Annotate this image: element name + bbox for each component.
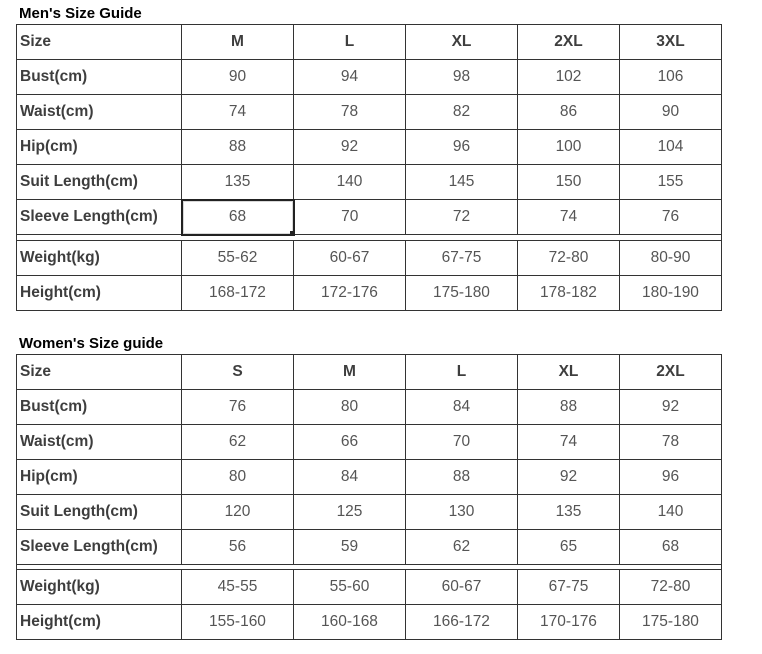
size-header-cell[interactable]: XL: [518, 355, 620, 390]
table-row-weight: [17, 570, 722, 605]
table-cell[interactable]: 135: [518, 495, 620, 530]
table-cell[interactable]: 67-75: [406, 240, 518, 275]
size-header-cell[interactable]: M: [182, 25, 294, 60]
table-cell[interactable]: 59: [294, 530, 406, 565]
table-cell[interactable]: 155: [620, 165, 722, 200]
table-cell[interactable]: 155-160: [182, 605, 294, 640]
selected-cell[interactable]: [182, 200, 294, 235]
table-cell[interactable]: 66: [294, 425, 406, 460]
table-cell[interactable]: 175-180: [406, 275, 518, 310]
womens-size-guide-title: Women's Size guide: [19, 335, 164, 352]
table-cell[interactable]: 178-182: [518, 275, 620, 310]
row-label[interactable]: Hip(cm): [17, 130, 182, 165]
size-header-cell[interactable]: 2XL: [620, 355, 722, 390]
table-cell[interactable]: 106: [620, 60, 722, 95]
size-header-cell[interactable]: M: [294, 355, 406, 390]
table-cell[interactable]: 78: [294, 95, 406, 130]
size-header-cell[interactable]: L: [294, 25, 406, 60]
table-cell[interactable]: 80: [182, 460, 294, 495]
table-cell[interactable]: 80: [294, 390, 406, 425]
table-row-bust: [17, 60, 722, 95]
row-label[interactable]: Bust(cm): [17, 390, 182, 425]
table-cell[interactable]: 150: [518, 165, 620, 200]
table-cell[interactable]: 74: [182, 95, 294, 130]
table-cell[interactable]: 82: [406, 95, 518, 130]
table-cell[interactable]: 74: [518, 425, 620, 460]
row-label[interactable]: Weight(kg): [17, 570, 182, 605]
table-cell[interactable]: 55-62: [182, 240, 294, 275]
table-cell[interactable]: 168-172: [182, 275, 294, 310]
table-cell[interactable]: 175-180: [620, 605, 722, 640]
table-cell[interactable]: 145: [406, 165, 518, 200]
table-row-waist: [17, 95, 722, 130]
row-label[interactable]: Bust(cm): [17, 60, 182, 95]
table-row-waist: [17, 425, 722, 460]
table-cell[interactable]: 62: [406, 530, 518, 565]
table-cell[interactable]: 170-176: [518, 605, 620, 640]
size-header-cell[interactable]: XL: [406, 25, 518, 60]
table-cell[interactable]: 70: [406, 425, 518, 460]
mens-size-table: [16, 24, 722, 311]
womens-size-table: [16, 354, 722, 640]
size-header-cell[interactable]: 3XL: [620, 25, 722, 60]
table-cell[interactable]: 92: [294, 130, 406, 165]
table-cell[interactable]: 76: [620, 200, 722, 235]
table-row-suit-length: [17, 165, 722, 200]
table-cell[interactable]: 88: [406, 460, 518, 495]
table-cell[interactable]: 72: [406, 200, 518, 235]
table-cell[interactable]: 100: [518, 130, 620, 165]
table-row-hip: [17, 460, 722, 495]
table-row-weight: [17, 240, 722, 275]
row-label[interactable]: Sleeve Length(cm): [17, 200, 182, 235]
table-cell[interactable]: 76: [182, 390, 294, 425]
table-cell[interactable]: 80-90: [620, 240, 722, 275]
table-cell[interactable]: 160-168: [294, 605, 406, 640]
table-cell[interactable]: 88: [182, 130, 294, 165]
table-cell[interactable]: 98: [406, 60, 518, 95]
table-cell[interactable]: 172-176: [294, 275, 406, 310]
table-cell[interactable]: 140: [294, 165, 406, 200]
row-label[interactable]: Size: [17, 355, 182, 390]
table-cell[interactable]: 68: [620, 530, 722, 565]
table-row-bust: [17, 390, 722, 425]
table-cell[interactable]: 166-172: [406, 605, 518, 640]
table-cell[interactable]: 56: [182, 530, 294, 565]
row-label[interactable]: Suit Length(cm): [17, 165, 182, 200]
table-cell[interactable]: 62: [182, 425, 294, 460]
size-header-cell[interactable]: S: [182, 355, 294, 390]
row-label[interactable]: Size: [17, 25, 182, 60]
table-row-sleeve-length: [17, 530, 722, 565]
table-cell[interactable]: 74: [518, 200, 620, 235]
row-label[interactable]: Waist(cm): [17, 95, 182, 130]
row-label[interactable]: Suit Length(cm): [17, 495, 182, 530]
size-header-cell[interactable]: 2XL: [518, 25, 620, 60]
table-cell[interactable]: 180-190: [620, 275, 722, 310]
table-cell[interactable]: 130: [406, 495, 518, 530]
table-cell[interactable]: 60-67: [294, 240, 406, 275]
fill-handle[interactable]: [290, 231, 294, 235]
table-cell[interactable]: 65: [518, 530, 620, 565]
table-cell[interactable]: 55-60: [294, 570, 406, 605]
table-cell[interactable]: 92: [518, 460, 620, 495]
table-cell[interactable]: 125: [294, 495, 406, 530]
row-label[interactable]: Weight(kg): [17, 240, 182, 275]
table-cell[interactable]: 72-80: [518, 240, 620, 275]
table-cell[interactable]: 104: [620, 130, 722, 165]
table-cell[interactable]: 84: [406, 390, 518, 425]
table-cell[interactable]: 96: [620, 460, 722, 495]
selected-cell-value: 68: [228, 208, 247, 225]
mens-size-guide-title: Men's Size Guide: [19, 5, 142, 22]
table-cell[interactable]: 70: [294, 200, 406, 235]
size-header-cell[interactable]: L: [406, 355, 518, 390]
table-row-size: [17, 25, 722, 60]
table-cell[interactable]: 92: [620, 390, 722, 425]
table-cell[interactable]: 84: [294, 460, 406, 495]
table-cell[interactable]: 60-67: [406, 570, 518, 605]
table-cell[interactable]: 140: [620, 495, 722, 530]
table-cell[interactable]: 120: [182, 495, 294, 530]
table-cell[interactable]: 45-55: [182, 570, 294, 605]
row-label[interactable]: Sleeve Length(cm): [17, 530, 182, 565]
table-row-suit-length: [17, 495, 722, 530]
table-cell[interactable]: 96: [406, 130, 518, 165]
table-row-hip: [17, 130, 722, 165]
row-label[interactable]: Height(cm): [17, 605, 182, 640]
table-row-sleeve-length: [17, 200, 722, 235]
table-cell[interactable]: 72-80: [620, 570, 722, 605]
table-cell[interactable]: 86: [518, 95, 620, 130]
table-cell[interactable]: 78: [620, 425, 722, 460]
row-label[interactable]: Waist(cm): [17, 425, 182, 460]
table-row-height: [17, 605, 722, 640]
row-label[interactable]: Hip(cm): [17, 460, 182, 495]
table-row-size: [17, 355, 722, 390]
table-cell[interactable]: 135: [182, 165, 294, 200]
row-label[interactable]: Height(cm): [17, 275, 182, 310]
table-cell[interactable]: 102: [518, 60, 620, 95]
table-cell[interactable]: 94: [294, 60, 406, 95]
table-row-height: [17, 275, 722, 310]
table-cell[interactable]: 88: [518, 390, 620, 425]
table-cell[interactable]: 67-75: [518, 570, 620, 605]
table-cell[interactable]: 90: [620, 95, 722, 130]
table-cell[interactable]: 90: [182, 60, 294, 95]
